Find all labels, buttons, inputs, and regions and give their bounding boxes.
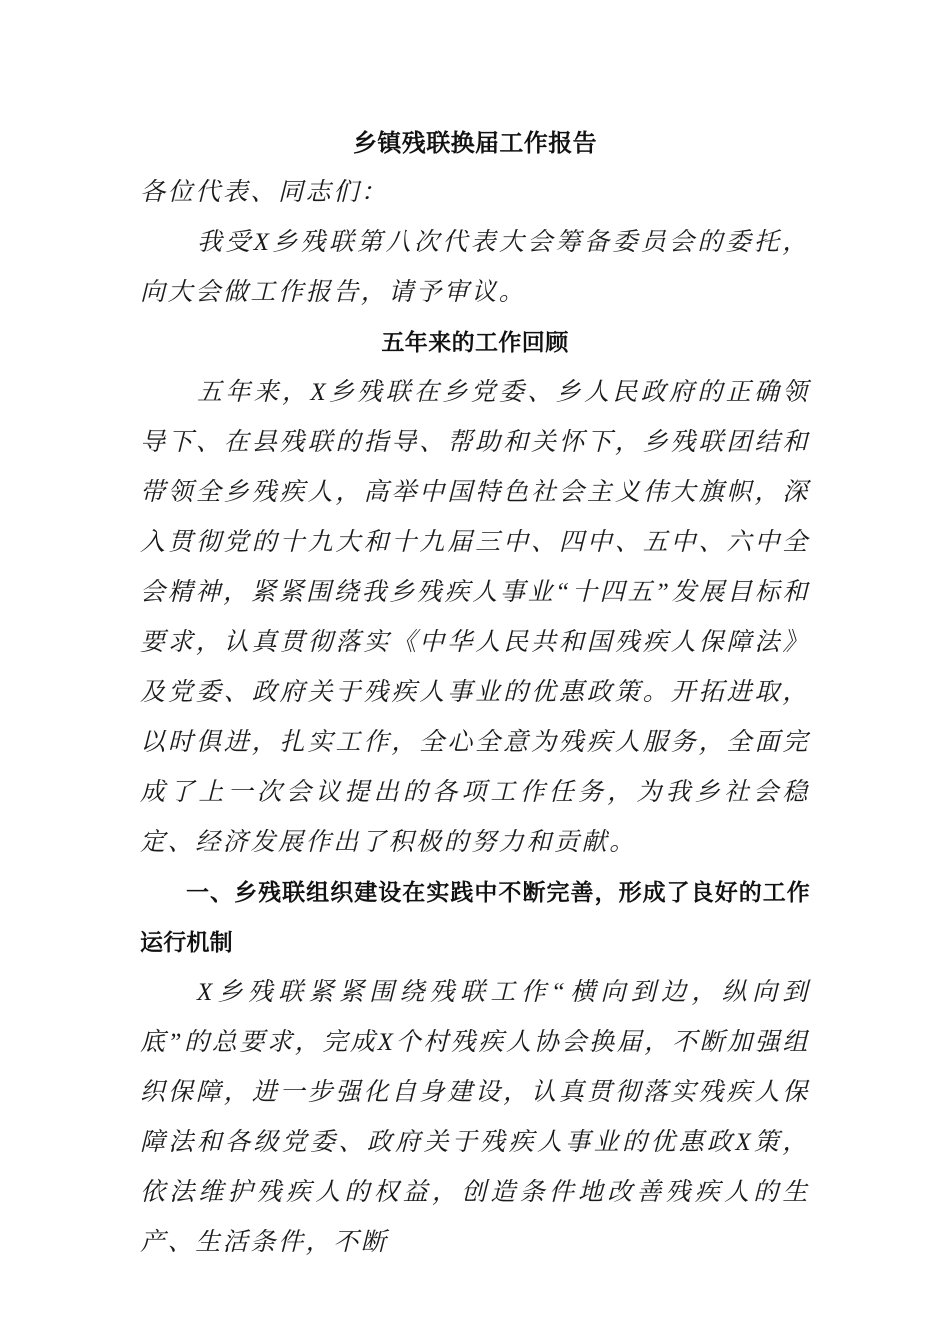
document-content-area xyxy=(140,118,810,1268)
salutation-line: 各位代表、同志们： xyxy=(140,179,389,206)
section-heading-review: 五年来的工作回顾 xyxy=(381,330,569,356)
review-paragraph: 五年来，X乡残联在乡党委、乡人民政府的正确领导下、在县残联的指导、帮助和关怀下，乡残联团结和带领全乡残疾人，高举中国特色社会主义伟大旗帜，深入贯彻党的十九大和十九届三中、四中、五中、六中全会精神，紧紧围绕我乡残疾人事业“十四五”发展目标和要求，认真贯彻落实《中华人民共和国残疾人保障法》及党委、政府关于残疾人事业的优惠政策。开拓进取，以时俱进，扎实工作，全心全意为残疾人服务，全面完成了上一次会议提出的各项工作任务，为我乡社会稳定、经济发展作出了积极的努力和贡献。 xyxy=(140,379,810,856)
document-title: 乡镇残联换届工作报告 xyxy=(353,129,597,157)
intro-paragraph: 我受X乡残联第八次代表大会筹备委员会的委托，向大会做工作报告，请予审议。 xyxy=(140,229,810,306)
section-heading-one: 一、乡残联组织建设在实践中不断完善，形成了良好的工作运行机制 xyxy=(140,880,810,956)
section-one-paragraph: X乡残联紧紧围绕残联工作“横向到边，纵向到底”的总要求，完成X个村残疾人协会换届，不断加强组织保障，进一步强化自身建设，认真贯彻落实残疾人保障法和各级党委、政府关于残疾人事业的优惠政X策，依法维护残疾人的权益，创造条件地改善残疾人的生产、生活条件，不断 xyxy=(140,979,810,1256)
